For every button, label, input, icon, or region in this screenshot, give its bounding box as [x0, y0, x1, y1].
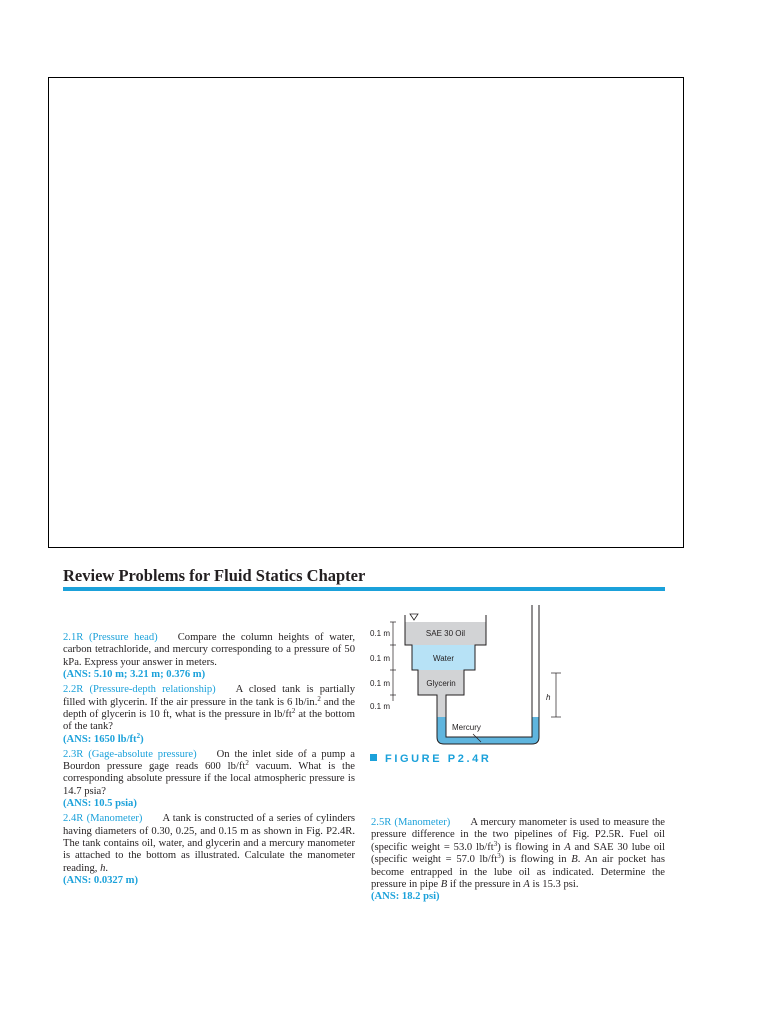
superscript: 2: [245, 759, 249, 768]
problem-number: 2.2R: [63, 684, 84, 696]
dim-label: 0.1 m: [370, 679, 391, 688]
oil-label: SAE 30 Oil: [425, 629, 466, 638]
problem-text: ) is flowing in: [497, 841, 565, 853]
problem-topic: (Gage-absolute pressure): [88, 748, 197, 760]
problem-text: .: [105, 862, 109, 874]
outlet-pipe: [437, 695, 446, 717]
problem-answer: [63, 731, 355, 746]
section-title: Review Problems for Fluid Statics Chapter: [63, 566, 366, 585]
problem-number: 2.5R: [371, 817, 392, 828]
problem-answer: (ANS: 18.2 psi): [371, 891, 440, 903]
mercury-label: Mercury: [452, 723, 481, 732]
problem-text: A tank is constructed of a series of cylinders having diameters of 0.30, 0.25, and 0.15 m as shown in Fig. P2.4R. The tank contains oil, water, and glycerin and a mercury manometer is attached to the bottom as illustrated. Calculate the manometer reading,: [63, 813, 355, 874]
problem-text: A closed tank is partially filled with glycerin. If the air pressure in the tank is 6 lb/in.: [63, 684, 355, 708]
problem-text: . An air pocket has become entrapped in the lube oil as indicated. Determine the pressure in pipe: [371, 854, 665, 891]
problem-2-5r: [371, 817, 665, 904]
problem-topic: (Pressure-depth relationship): [89, 684, 216, 696]
answer-text: (ANS: 1650 lb/ft: [63, 733, 137, 745]
problem-text: ) is flowing in: [500, 854, 572, 866]
problem-topic: (Manometer): [86, 813, 143, 825]
problem-answer: (ANS: 10.5 psia): [63, 798, 137, 810]
left-column: [63, 632, 355, 890]
superscript: 2: [317, 694, 321, 703]
superscript: 2: [291, 706, 296, 715]
dim-label: 0.1 m: [370, 629, 391, 638]
problem-text: vacuum. What is the corresponding absolute pressure if the local atmospheric pressure is 14.7 psia?: [63, 761, 355, 797]
italic-variable: A: [564, 841, 571, 853]
italic-variable: B: [440, 879, 448, 891]
italic-variable: A: [523, 879, 530, 891]
italic-variable: B: [571, 854, 578, 866]
problem-2-2r: [63, 684, 355, 746]
problem-number: 2.3R: [63, 748, 84, 760]
problem-number: 2.1R: [63, 632, 84, 643]
figure-caption: [370, 753, 491, 765]
problem-text: if the pressure in: [447, 879, 524, 891]
problem-text: at the bottom of the tank?: [63, 708, 355, 733]
right-column: [371, 817, 665, 906]
answer-text: ): [140, 733, 144, 745]
problem-answer: (ANS: 0.0327 m): [63, 875, 139, 887]
h-label: h: [546, 693, 551, 702]
problem-2-1r: [63, 632, 355, 682]
problem-number: 2.4R: [63, 813, 84, 825]
problem-text: A mercury manometer is used to measure the pressure difference in the two pipelines of Fig. P2.5R. Fuel oil (specific weight = 53.0 lb/ft: [371, 817, 665, 853]
free-surface-icon: [410, 614, 418, 620]
problem-2-4r: [63, 813, 355, 887]
superscript: 2: [136, 731, 141, 740]
glycerin-label: Glycerin: [426, 679, 456, 688]
superscript: 3: [497, 852, 501, 861]
problem-text: and the depth of glycerin is 10 ft, what is the pressure in lb/ft: [63, 696, 355, 720]
problem-text: Compare the column heights of water, carbon tetrachloride, and mercury corresponding to a pressure of 50 kPa. Express your answer in meters.: [63, 632, 355, 668]
dim-label: 0.1 m: [370, 702, 391, 711]
problem-text: and SAE 30 lube oil (specific weight = 57.0 lb/ft: [371, 841, 666, 866]
problem-2-3r: [63, 749, 355, 811]
problem-text: On the inlet side of a pump a Bourdon pressure gage reads 600 lb/ft: [63, 748, 355, 773]
figure-p2-4r: [366, 603, 571, 753]
title-rule: [63, 587, 665, 591]
caption-text: FIGURE P2.4R: [385, 753, 492, 765]
problem-answer: (ANS: 5.10 m; 3.21 m; 0.376 m): [63, 669, 206, 681]
dim-label: 0.1 m: [370, 654, 391, 663]
water-label: Water: [432, 654, 455, 663]
blank-figure-frame: [48, 77, 684, 548]
italic-variable: h: [100, 862, 106, 874]
superscript: 3: [493, 839, 498, 848]
problem-topic: (Pressure head): [89, 632, 158, 643]
problem-text: is 15.3 psi.: [529, 879, 579, 891]
caption-square-icon: [370, 754, 377, 761]
problem-topic: (Manometer): [394, 817, 451, 828]
